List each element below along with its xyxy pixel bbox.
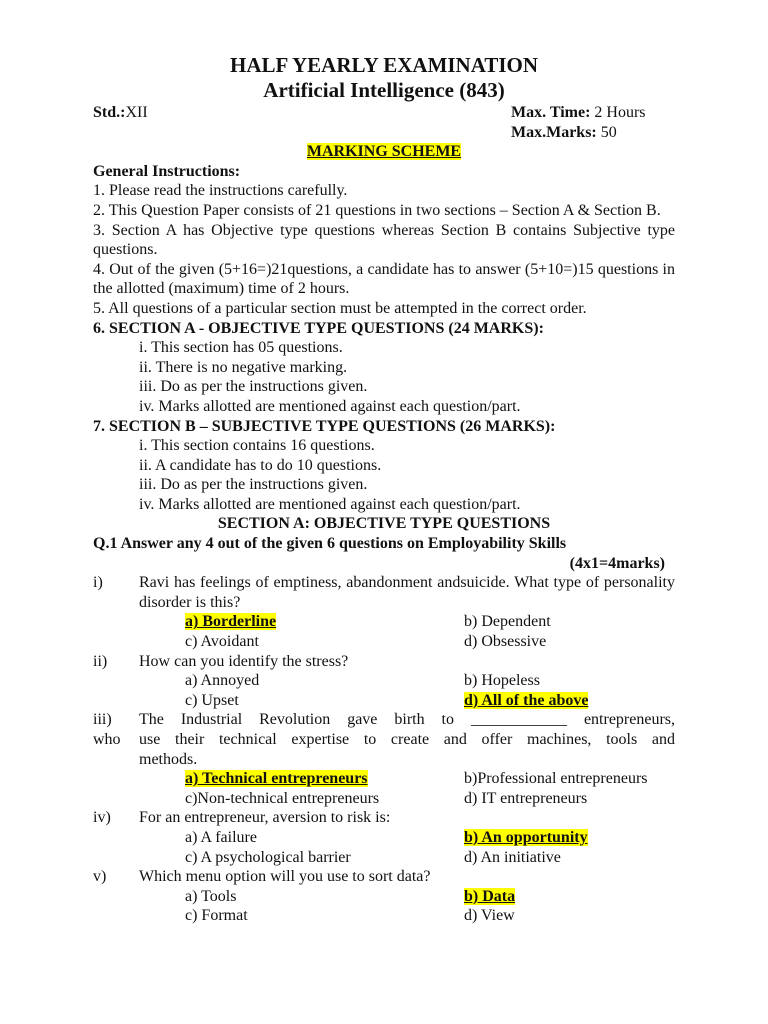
instruction-item: 2. This Question Paper consists of 21 questions in two sections – Section A & Section B. bbox=[93, 201, 661, 219]
option-b: b)Professional entrepreneurs bbox=[464, 770, 648, 788]
option-c: c) Avoidant bbox=[185, 633, 259, 651]
section-a-item: i. This section has 05 questions. bbox=[139, 339, 343, 357]
section-a-item: ii. There is no negative marking. bbox=[139, 358, 348, 376]
max-time: Max. Time: 2 Hours bbox=[511, 104, 646, 121]
question-text: use their technical expertise to create and offer machines, tools and bbox=[139, 731, 675, 748]
question-item bbox=[93, 652, 675, 672]
option-c: c) Format bbox=[185, 907, 248, 925]
options-row bbox=[93, 769, 675, 789]
section-b-heading: 7. SECTION B – SUBJECTIVE TYPE QUESTIONS (26 MARKS): bbox=[93, 417, 556, 435]
options-row bbox=[93, 848, 675, 868]
instruction-item: 3. Section A has Objective type questions whereas Section B contains Subjective type questions. bbox=[93, 221, 675, 259]
marking-scheme-label: MARKING SCHEME bbox=[306, 143, 462, 161]
question-item bbox=[93, 710, 675, 730]
option-a: a) Annoyed bbox=[185, 672, 260, 690]
option-a: a) Tools bbox=[185, 887, 237, 905]
option-d: d) An initiative bbox=[464, 848, 561, 866]
max-marks: Max.Marks: 50 bbox=[511, 123, 617, 141]
question-text: For an entrepreneur, aversion to risk is: bbox=[139, 809, 391, 827]
instructions-heading: General Instructions: bbox=[93, 162, 241, 180]
question-text: methods. bbox=[139, 750, 198, 768]
options-row bbox=[93, 906, 675, 926]
instruction-item: 1. Please read the instructions carefully. bbox=[93, 182, 348, 200]
section-a-item: iii. Do as per the instructions given. bbox=[139, 378, 368, 396]
option-a-answer: a) Borderline bbox=[185, 613, 277, 631]
section-a-item: iv. Marks allotted are mentioned against each question/part. bbox=[139, 397, 521, 415]
meta-row bbox=[93, 103, 675, 123]
options-row bbox=[93, 691, 675, 711]
section-a-heading: 6. SECTION A - OBJECTIVE TYPE QUESTIONS (24 MARKS): bbox=[93, 319, 544, 337]
section-b-item: iv. Marks allotted are mentioned against each question/part. bbox=[139, 495, 521, 513]
option-d-answer: d) All of the above bbox=[464, 691, 589, 709]
options-row bbox=[93, 612, 675, 632]
option-c: c)Non-technical entrepreneurs bbox=[185, 789, 380, 807]
section-b-item: i. This section contains 16 questions. bbox=[139, 437, 375, 455]
option-d: d) IT entrepreneurs bbox=[464, 789, 588, 807]
subject-title: Artificial Intelligence (843) bbox=[263, 78, 505, 102]
exam-title: HALF YEARLY EXAMINATION bbox=[229, 53, 539, 77]
question-number: i) bbox=[93, 574, 103, 592]
options-row bbox=[93, 671, 675, 691]
question-text: Ravi has feelings of emptiness, abandonment andsuicide. What type of personality disorder is this? bbox=[139, 574, 675, 611]
option-d: d) View bbox=[464, 907, 515, 925]
question-item bbox=[93, 573, 675, 612]
options-row bbox=[93, 789, 675, 809]
q1-marks: (4x1=4marks) bbox=[569, 554, 665, 572]
instruction-item: 4. Out of the given (5+16=)21questions, a candidate has to answer (5+10=)15 questions in the allotted (maximum) time of 2 hours. bbox=[93, 260, 675, 298]
option-b: b) Dependent bbox=[464, 613, 551, 631]
option-a: a) A failure bbox=[185, 828, 257, 846]
question-text: The Industrial Revolution gave birth to ____________ entrepreneurs, bbox=[139, 711, 675, 729]
section-b-item: ii. A candidate has to do 10 questions. bbox=[139, 456, 382, 474]
option-d: d) Obsessive bbox=[464, 633, 547, 651]
option-b-answer: b) An opportunity bbox=[464, 828, 588, 846]
section-b-item: iii. Do as per the instructions given. bbox=[139, 476, 368, 494]
option-b-answer: b) Data bbox=[464, 887, 516, 905]
options-row bbox=[93, 828, 675, 848]
question-text-continued: who bbox=[93, 731, 121, 748]
section-a-title: SECTION A: OBJECTIVE TYPE QUESTIONS bbox=[217, 515, 551, 533]
question-item bbox=[93, 867, 675, 887]
question-item bbox=[93, 808, 675, 828]
question-number: ii) bbox=[93, 652, 108, 670]
question-number: v) bbox=[93, 868, 107, 886]
instruction-item: 5. All questions of a particular section must be attempted in the correct order. bbox=[93, 299, 587, 317]
std-info: Std.:XII bbox=[93, 104, 148, 121]
option-c: c) Upset bbox=[185, 691, 239, 709]
question-text: How can you identify the stress? bbox=[139, 652, 349, 670]
question-text: Which menu option will you use to sort data? bbox=[139, 868, 431, 886]
q1-heading: Q.1 Answer any 4 out of the given 6 questions on Employability Skills bbox=[93, 535, 567, 553]
exam-page bbox=[93, 52, 675, 926]
option-c: c) A psychological barrier bbox=[185, 848, 351, 866]
option-b: b) Hopeless bbox=[464, 672, 540, 690]
options-row bbox=[93, 887, 675, 907]
question-number: iii) bbox=[93, 711, 112, 729]
options-row bbox=[93, 632, 675, 652]
option-a-answer: a) Technical entrepreneurs bbox=[185, 770, 368, 788]
question-number: iv) bbox=[93, 809, 111, 827]
